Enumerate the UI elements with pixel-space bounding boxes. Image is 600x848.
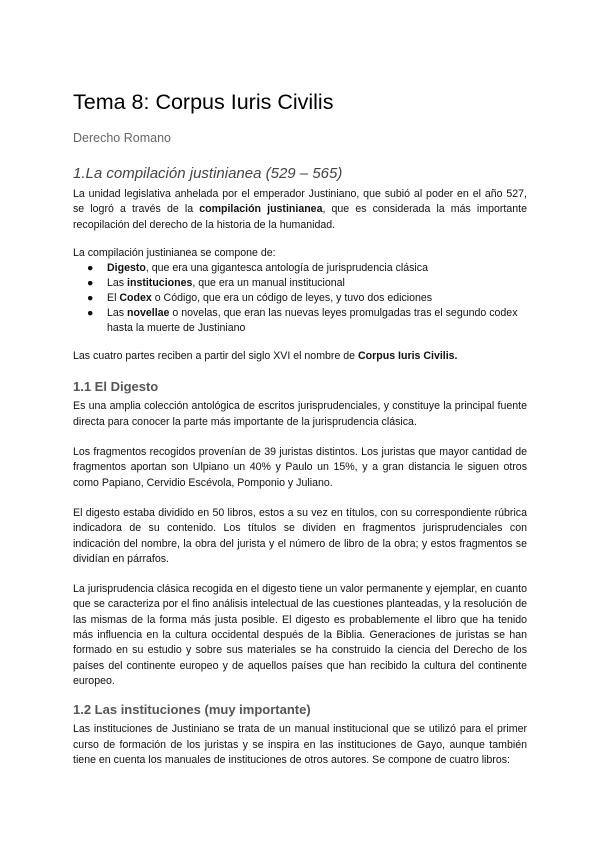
- bold-term: Codex: [119, 292, 152, 305]
- list-item: [87, 291, 527, 306]
- text-run: Las cuatro partes reciben a partir del siglo XVI el nombre de: [73, 350, 359, 363]
- bullet-icon: ●: [87, 292, 94, 305]
- section-1-1-paragraph-2: Los fragmentos recogidos provenían de 39 juristas distintos. Los juristas que mayor cantidad de fragmentos aportan son Ulpiano un 40% y Paulo un 15%, y a gran distancia le siguen otros como Papiano, Cervidio Escévola, Pomponio y Juliano.: [73, 446, 527, 489]
- section-1-1-heading: 1.1 El Digesto: [73, 379, 159, 395]
- section-1-2-heading: 1.2 Las instituciones (muy importante): [73, 702, 311, 718]
- section-1-list-intro: La compilación justinianea se compone de:: [73, 246, 276, 259]
- bold-term: compilación justinianea: [199, 203, 323, 216]
- section-1-closing: [73, 349, 527, 364]
- section-1-1-paragraph-1: Es una amplia colección antológica de escritos jurisprudenciales, y constituye la principal fuente directa para conocer la parte más importante de la jurisprudencia clásica.: [73, 400, 527, 428]
- list-item: [87, 306, 527, 336]
- document-subtitle: Derecho Romano: [73, 131, 171, 145]
- bullet-icon: ●: [87, 307, 94, 320]
- text-run: Las: [107, 277, 128, 290]
- text-run: o novelas, que eran las nuevas leyes promulgadas tras el segundo codex hasta la muerte de Justiniano: [107, 307, 518, 335]
- section-1-paragraph-1: [73, 187, 527, 233]
- text-run: Las: [107, 307, 128, 320]
- bold-term: Digesto: [107, 262, 146, 275]
- bullet-icon: ●: [87, 262, 94, 275]
- section-1-2-paragraph-1: Las instituciones de Justiniano se trata de un manual institucional que se utilizó para el primer curso de formación de los juristas y se inspira en las instituciones de Gayo, aunque también tiene en cuenta los manuales de instituciones de otros autores. Se compone de cuatro libros:: [73, 723, 527, 766]
- bullet-icon: ●: [87, 277, 94, 290]
- section-1-1-paragraph-4: La jurisprudencia clásica recogida en el digesto tiene un valor permanente y ejemplar, en cuanto que se caracteriza por el fino análisis intelectual de las cuestiones planteadas, y la resolución de las mismas de la forma más justa posible. El digesto es probablemente el libro que ha tenido más influencia en la cultura occidental después de la Biblia. Generaciones de juristas se han formado en su estudio y sobre sus materiales se ha construido la ciencia del Derecho de los países del continente europeo y de aquellos países que han recibido la cultura del continente europeo.: [73, 583, 527, 687]
- bold-term: Corpus Iuris Civilis.: [358, 350, 458, 363]
- document-title: Tema 8: Corpus Iuris Civilis: [73, 90, 334, 114]
- list-item: [87, 261, 527, 276]
- text-run: La unidad legislativa anhelada por el emperador Justiniano, que subió al poder en el año 527, se logró a través de la: [73, 188, 527, 216]
- bold-term: instituciones: [127, 277, 193, 290]
- text-run: o Código, que era un código de leyes, y tuvo dos ediciones: [151, 292, 433, 305]
- text-run: , que es considerada la más importante recopilación del derecho de la historia de la humanidad.: [73, 203, 527, 231]
- list-item: [87, 276, 527, 291]
- bold-term: novellae: [127, 307, 170, 320]
- text-run: El: [107, 292, 120, 305]
- compilation-parts-list: [73, 261, 527, 336]
- text-run: , que era un manual institucional: [192, 277, 345, 290]
- section-1-1-paragraph-3: El digesto estaba dividido en 50 libros, estos a su vez en títulos, con su correspondiente rúbrica indicadora de su contenido. Los títulos se dividen en fragmentos jurisprudenciales con indicación del nombre, la obra del jurista y el número de libro de la obra; y estos fragmentos se dividían en párrafos.: [73, 506, 527, 565]
- section-1-heading: 1.La compilación justinianea (529 – 565): [73, 165, 343, 182]
- text-run: , que era una gigantesca antología de jurisprudencia clásica: [145, 262, 428, 275]
